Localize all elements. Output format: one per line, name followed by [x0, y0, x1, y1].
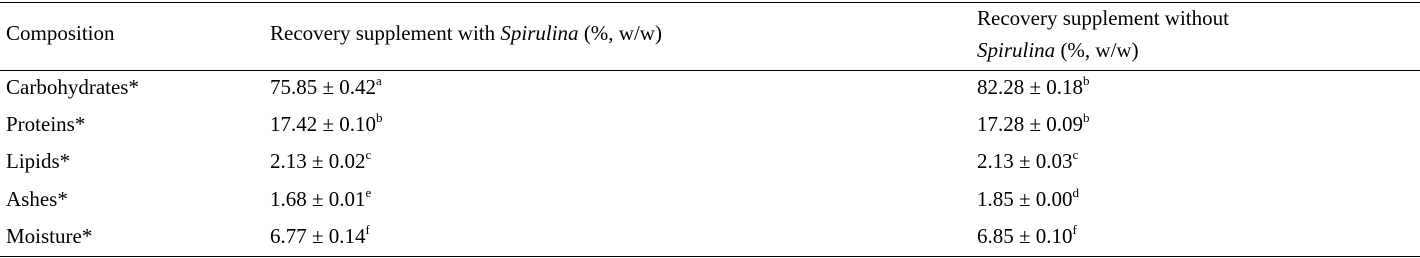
row-with-value	[270, 149, 371, 173]
significance-letter: b	[1083, 73, 1090, 88]
row-with-value	[270, 224, 370, 248]
header-without-line1-text: Recovery supplement without	[977, 6, 1229, 30]
value-text: 6.85 ± 0.10	[977, 224, 1073, 248]
table-header-rule	[0, 70, 1420, 71]
value-text: 1.85 ± 0.00	[977, 187, 1073, 211]
header-with-suffix: (%, w/w)	[578, 21, 662, 45]
header-composition	[6, 21, 115, 45]
row-without-value	[977, 75, 1090, 99]
value-text: 1.68 ± 0.01	[270, 187, 366, 211]
value-text: 2.13 ± 0.03	[977, 149, 1073, 173]
value-text: 6.77 ± 0.14	[270, 224, 366, 248]
row-label: Ashes*	[6, 187, 68, 211]
value-text: 82.28 ± 0.18	[977, 75, 1084, 99]
significance-letter: c	[1072, 147, 1079, 162]
value-text: 17.28 ± 0.09	[977, 112, 1084, 136]
significance-letter: c	[365, 147, 372, 162]
row-label: Proteins*	[6, 112, 86, 136]
row-with-value	[270, 187, 371, 211]
table-bottom-rule	[0, 256, 1420, 257]
row-with-value	[270, 112, 383, 136]
significance-letter: b	[1083, 110, 1090, 125]
table-top-rule	[0, 2, 1420, 3]
significance-letter: d	[1072, 185, 1080, 200]
header-with-spirulina	[270, 21, 662, 45]
significance-letter: f	[1072, 222, 1077, 237]
row-without-value	[977, 224, 1077, 248]
header-with-italic: Spirulina	[500, 21, 579, 45]
header-without-spirulina-line2	[977, 38, 1139, 62]
row-label: Moisture*	[6, 224, 93, 248]
value-text: 17.42 ± 0.10	[270, 112, 377, 136]
significance-letter: a	[376, 73, 382, 88]
significance-letter: f	[365, 222, 370, 237]
significance-letter: b	[376, 110, 383, 125]
header-without-spirulina-line1	[977, 6, 1229, 30]
significance-letter: e	[365, 185, 372, 200]
header-composition-label: Composition	[6, 21, 115, 45]
row-label: Lipids*	[6, 149, 71, 173]
value-text: 75.85 ± 0.42	[270, 75, 377, 99]
value-text: 2.13 ± 0.02	[270, 149, 366, 173]
row-without-value	[977, 149, 1078, 173]
header-with-prefix: Recovery supplement with	[270, 21, 501, 45]
row-with-value	[270, 75, 382, 99]
header-without-italic: Spirulina	[977, 38, 1056, 62]
header-without-suffix: (%, w/w)	[1055, 38, 1139, 62]
row-label: Carbohydrates*	[6, 75, 139, 99]
row-without-value	[977, 187, 1079, 211]
row-without-value	[977, 112, 1090, 136]
